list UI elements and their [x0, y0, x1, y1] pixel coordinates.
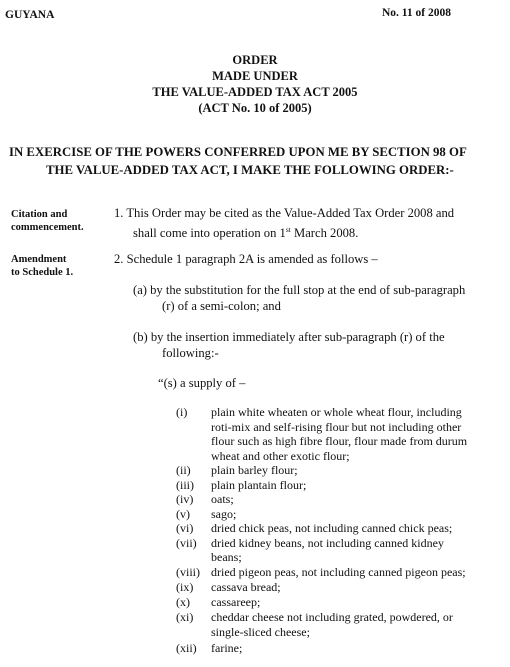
item-number: (iii)	[176, 477, 194, 492]
item-number: (xi)	[176, 610, 194, 624]
item-text: beans;	[211, 550, 242, 564]
item-number: (ii)	[176, 463, 191, 477]
item-number: (x)	[176, 595, 190, 609]
item-text: dried pigeon peas, not including canned pigeon peas;	[211, 565, 466, 579]
preamble-line-1: IN EXERCISE OF THE POWERS CONFERRED UPON ME BY SECTION 98 OF	[9, 145, 467, 159]
side-note-line: Citation and	[11, 209, 68, 220]
item-text: wheat and other exotic flour;	[211, 448, 350, 463]
item-text: flour such as high fibre flour, flour made from durum	[211, 434, 468, 448]
section-1-text: March 2008.	[290, 226, 359, 241]
item-text: dried chick peas, not including canned chick peas;	[211, 521, 453, 535]
item-number: (i)	[176, 405, 188, 419]
side-note-citation	[11, 208, 84, 234]
item-text: oats;	[211, 492, 234, 506]
item-text: roti-mix and self-rising flour but not including other	[211, 419, 462, 434]
item-text: cassava bread;	[211, 580, 281, 594]
preamble-line-2: THE VALUE-ADDED TAX ACT, I MAKE THE FOLLOWING ORDER:-	[46, 163, 454, 177]
side-note-line: Amendment	[11, 254, 67, 265]
item-text: cassareep;	[211, 595, 261, 609]
ordinal-suffix: st	[285, 225, 291, 234]
subparagraph-s-intro: “(s) a supply of –	[158, 376, 246, 390]
clause-b-line-1: (b) by the insertion immediately after sub-paragraph (r) of the	[133, 330, 445, 344]
section-2-line-1: 2. Schedule 1 paragraph 2A is amended as follows –	[114, 252, 378, 266]
side-note-line: commencement.	[11, 222, 84, 233]
clause-b-line-2: following:-	[162, 346, 219, 360]
item-number: (vii)	[176, 535, 197, 550]
section-1-text: shall come into operation on 1	[133, 226, 286, 241]
item-number: (v)	[176, 506, 190, 521]
item-number: (vi)	[176, 521, 194, 535]
item-number: (iv)	[176, 492, 194, 506]
item-text: single-sliced cheese;	[211, 624, 310, 639]
order-subtitle: MADE UNDER	[212, 69, 298, 83]
order-title: ORDER	[232, 53, 278, 67]
country-header: GUYANA	[5, 9, 55, 21]
item-text: farine;	[211, 641, 243, 655]
item-text: plain barley flour;	[211, 463, 298, 477]
item-text: plain white wheaten or whole wheat flour, including	[211, 405, 462, 419]
item-number: (xii)	[176, 641, 197, 655]
item-number: (viii)	[176, 565, 200, 579]
side-note-line: to Schedule 1.	[11, 267, 74, 278]
section-1-line-2	[133, 222, 358, 241]
clause-a-line-1: (a) by the substitution for the full stop at the end of sub-paragraph	[133, 283, 466, 297]
item-text: plain plantain flour;	[211, 477, 307, 492]
side-note-amendment	[11, 253, 73, 279]
act-title: THE VALUE-ADDED TAX ACT 2005	[152, 85, 358, 99]
clause-a-line-2: (r) of a semi-colon; and	[162, 299, 281, 313]
item-text: cheddar cheese not including grated, powdered, or	[211, 610, 453, 624]
item-number: (ix)	[176, 580, 194, 594]
order-number: No. 11 of 2008	[382, 7, 451, 19]
act-number: (ACT No. 10 of 2005)	[198, 101, 312, 115]
item-text: dried kidney beans, not including canned kidney	[211, 535, 444, 550]
section-1-line-1: 1. This Order may be cited as the Value-Added Tax Order 2008 and	[114, 206, 455, 220]
item-text: sago;	[211, 506, 237, 521]
